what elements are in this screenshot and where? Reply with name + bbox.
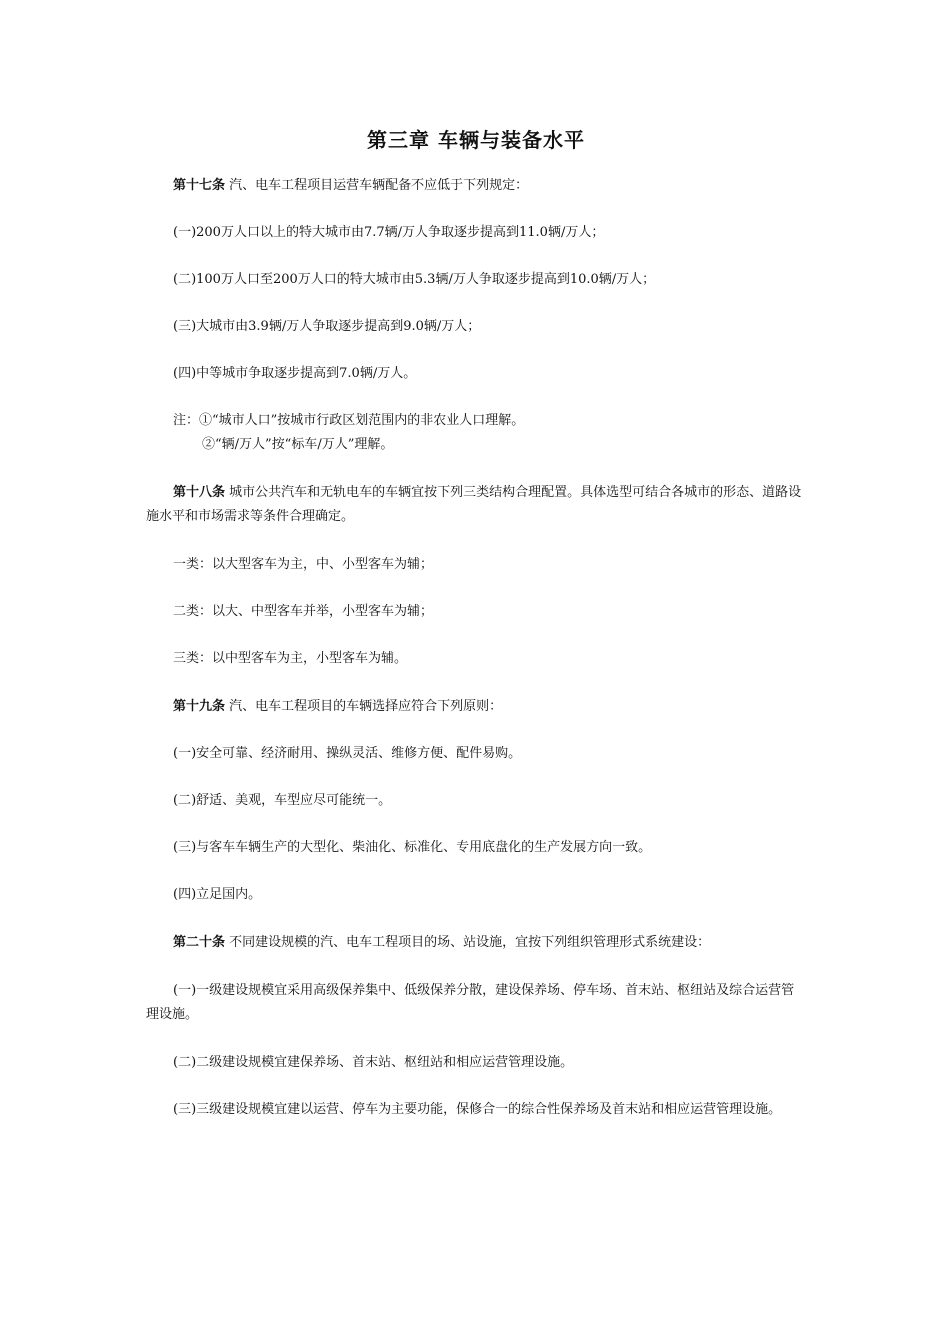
article-18-item-3: 三类：以中型客车为主，小型客车为辅。 bbox=[173, 651, 408, 666]
article-18-heading bbox=[146, 481, 806, 529]
article-17-label: 第十七条 bbox=[173, 178, 226, 193]
article-19-item-4: (四)立足国内。 bbox=[173, 887, 262, 902]
article-18-item-2: 二类：以大、中型客车并举，小型客车为辅； bbox=[173, 604, 434, 619]
article-19-text: 汽、电车工程项目的车辆选择应符合下列原则： bbox=[225, 699, 503, 714]
chapter-title: 第三章 车辆与装备水平 bbox=[367, 128, 585, 152]
article-17-item-4: (四)中等城市争取逐步提高到7.0辆/万人。 bbox=[173, 366, 417, 381]
article-17-note-1: 注：①“城市人口”按城市行政区划范围内的非农业人口理解。 bbox=[173, 413, 525, 428]
article-19-item-1: (一)安全可靠、经济耐用、操纵灵活、维修方便、配件易购。 bbox=[173, 746, 522, 761]
article-19-item-2: (二)舒适、美观，车型应尽可能统一。 bbox=[173, 793, 392, 808]
article-17-item-2: (二)100万人口至200万人口的特大城市由5.3辆/万人争取逐步提高到10.0辆/万人； bbox=[173, 272, 656, 287]
article-18-text: 城市公共汽车和无轨电车的车辆宜按下列三类结构合理配置。具体选型可结合各城市的形态、道路设施水平和市场需求等条件合理确定。 bbox=[146, 485, 802, 524]
article-20-item-1: (一)一级建设规模宜采用高级保养集中、低级保养分散，建设保养场、停车场、首末站、枢纽站及综合运营管理设施。 bbox=[146, 983, 795, 1022]
article-17-heading bbox=[146, 174, 833, 198]
article-17-item-3: (三)大城市由3.9辆/万人争取逐步提高到9.0辆/万人； bbox=[173, 319, 481, 334]
article-17-item-1: (一)200万人口以上的特大城市由7.7辆/万人争取逐步提高到11.0辆/万人； bbox=[173, 225, 605, 240]
article-20-label: 第二十条 bbox=[173, 935, 226, 950]
article-17-note-2: ②“辆/万人”按“标车/万人”理解。 bbox=[202, 437, 394, 452]
article-20-item-2: (二)二级建设规模宜建保养场、首末站、枢纽站和相应运营管理设施。 bbox=[173, 1055, 574, 1070]
article-19-label: 第十九条 bbox=[173, 699, 226, 714]
article-19-item-3: (三)与客车车辆生产的大型化、柴油化、标准化、专用底盘化的生产发展方向一致。 bbox=[173, 840, 652, 855]
article-20-text: 不同建设规模的汽、电车工程项目的场、站设施，宜按下列组织管理形式系统建设： bbox=[225, 935, 711, 950]
article-17-text: 汽、电车工程项目运营车辆配备不应低于下列规定： bbox=[225, 178, 529, 193]
article-18-label: 第十八条 bbox=[173, 485, 226, 500]
article-18-item-1: 一类：以大型客车为主，中、小型客车为辅； bbox=[173, 557, 434, 572]
article-20-heading bbox=[146, 931, 833, 955]
article-19-heading bbox=[146, 695, 833, 719]
article-20-item-3: (三)三级建设规模宜建以运营、停车为主要功能，保修合一的综合性保养场及首末站和相应运营管理设施。 bbox=[173, 1102, 782, 1117]
